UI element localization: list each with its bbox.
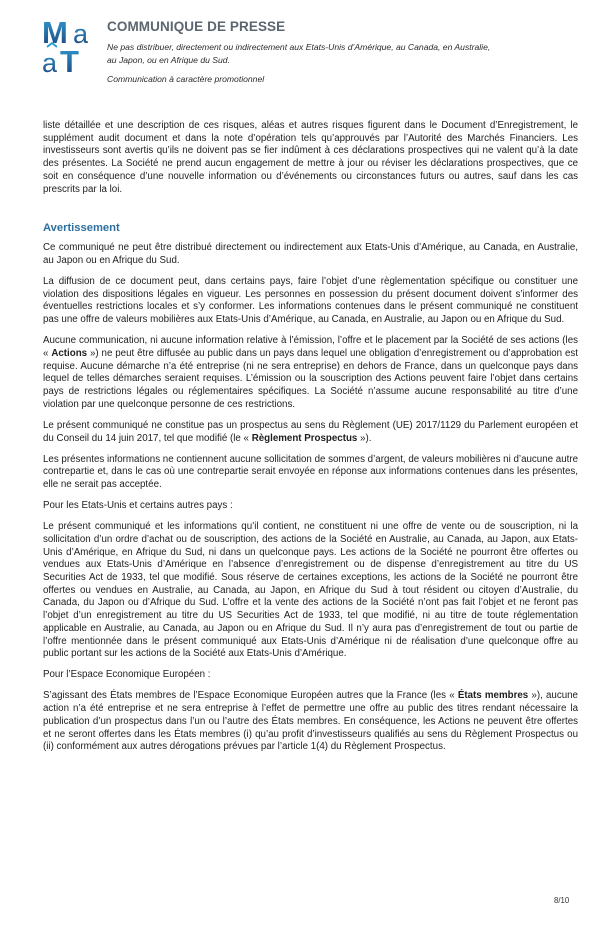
promotional-note: Communication à caractère promotionnel	[107, 74, 265, 84]
subheading-eee: Pour l’Espace Economique Européen :	[43, 669, 211, 681]
paragraph-distribution: Ce communiqué ne peut être distribué directement ou indirectement aux Etats-Unis d’Amérique, au Canada, en Australie, au Japon ou en Afrique du Sud.	[43, 242, 578, 266]
document-body	[43, 120, 578, 762]
text-segment: Le présent communiqué ne constitue pas un prospectus au sens du Règlement (UE) 2017/1129 du Parlement européen et du Conseil du 14 juin 2017, tel que modifié (le «	[43, 419, 578, 444]
press-release-title: COMMUNIQUE DE PRESSE	[107, 19, 286, 34]
defined-term-etats-membres: États membres	[457, 690, 529, 702]
text-segment: »).	[357, 432, 372, 444]
paragraph-communication	[43, 335, 578, 411]
restriction-line-2: au Japon, ou en Afrique du Sud.	[107, 55, 230, 65]
svg-text:T: T	[60, 44, 79, 76]
text-segment: S’agissant des États membres de l’Espace Economique Européen autres que la France (les «	[43, 690, 458, 702]
defined-term-reglement-prospectus: Règlement Prospectus	[251, 432, 358, 444]
svg-text:a: a	[73, 19, 89, 49]
company-logo	[40, 14, 100, 76]
section-title-avertissement: Avertissement	[43, 222, 120, 235]
paragraph-diffusion: La diffusion de ce document peut, dans certains pays, faire l’objet d’une règlementation spécifique ou constituer une violation des dispositions légales en vigueur. Les personnes en possession du présent document doivent s’informer des éventuelles restrictions locales et s’y conformer. Les informations contenues dans le présent communiqué ne constituent pas une offre de valeurs mobilières aux Etats-Unis d’Amérique, au Canada, en Australie, au Japon ou en Afrique du Sud.	[43, 276, 578, 326]
text-segment: »), aucune action n’a été entreprise et ne sera entreprise à l’effet de permettre une offre au public des titres rendant nécessaire la publication d’un prospectus dans l’un ou l’autre des États membres. En conséquence, les Actions ne peuvent être offertes et ne seront offertes dans les États membres (i) qu’au profit d’investisseurs qualifiés au sens du Règlement Prospectus ou (ii) conformément aux autres dérogations prévues par l’article 1(4) du Règlement Prospectus.	[43, 690, 578, 753]
paragraph-prospectus	[43, 420, 578, 445]
paragraph-eee	[43, 690, 578, 754]
distribution-restriction	[107, 41, 547, 67]
subheading-etats-unis: Pour les Etats-Unis et certains autres pays :	[43, 500, 233, 512]
svg-text:a: a	[42, 48, 58, 76]
intro-paragraph: liste détaillée et une description de ces risques, aléas et autres risques figurent dans le Document d’Enregistrement, le supplément audit document et dans la note d’opération tels qu’approuvés par l’Autorité des Marchés Financiers. Les investisseurs sont avertis qu’ils ne doivent pas se fier indûment à ces déclarations prospectives qui ne valent qu’à la date des présentes. La Société ne prend aucun engagement de mettre à jour ou réviser les déclarations prospectives, que ce soit en conséquence d’une nouvelle information ou d’événements ou circonstances futurs ou autres, sauf dans les cas prescrits par la loi.	[43, 120, 578, 195]
paragraph-sollicitation: Les présentes informations ne contiennent aucune sollicitation de sommes d’argent, de valeurs mobilières ni d’aucune autre contrepartie et, dans le cas où une contrepartie serait envoyée en réponse aux informations contenues dans les présentes, elle ne serait pas acceptée.	[43, 453, 578, 491]
text-segment: ») ne peut être diffusée au public dans un pays dans lequel une obligation d’enregistrement ou d’approbation est requise. Aucune démarche n’a été entreprise (ni ne sera entreprise) en dehors de France, dans un quelconque pays dans lequel de telles démarches seraient requises. L’émission ou la souscription des Actions peuvent faire l’objet dans certains pays de restrictions légales ou réglementaires spécifiques. La Société n’assume aucune responsabilité au titre d’une violation par une quelconque personne de ces restrictions.	[43, 347, 578, 410]
restriction-line-1: Ne pas distribuer, directement ou indirectement aux Etats-Unis d’Amérique, au Canada, en Australie,	[107, 42, 491, 52]
text-segment: Aucune communication, ni aucune information relative à l’émission, l’offre et le placement par la Société de ses actions (les «	[43, 335, 578, 359]
defined-term-actions: Actions	[51, 347, 88, 359]
page-number: 8/10	[554, 896, 570, 905]
svg-text:M: M	[42, 15, 68, 50]
paragraph-etats-unis: Le présent communiqué et les informations qu’il contient, ne constituent ni une offre de vente ou de souscription, ni la sollicitation d’un ordre d’achat ou de souscription, des actions de la Société en Australie, au Canada, au Japon, aux Etats-Unis d’Amérique, en Afrique du Sud, ni dans un quelconque pays. Les actions de la Société ne pourront être offertes ou vendues aux Etats-Unis d’Amérique en l’absence d’enregistrement ou de dispense d’enregistrement au titre du US Securities Act de 1933, tel que modifié. Sous réserve de certaines exceptions, les actions de la Société ne pourront être offertes ou vendues en Australie, au Canada, au Japon, en Afrique du Sud à tout résident ou citoyen d’Australie, du Canada, du Japon ou d’Afrique du Sud. L’offre et la vente des actions de la Société n’ont pas fait l’objet et ne feront pas l’objet d’un enregistrement au titre du US Securities Act de 1933, tel que modifié, ni au titre de toute réglementation applicable en Australie, au Canada, au Japon ou en Afrique du Sud. Il n’y aura pas d’enregistrement de tout ou partie de l’offre mentionnée dans le présent communiqué aux Etats-Unis d’Amérique ni de réalisation d’une quelconque offre au public portant sur les actions de la Société aux Etats-Unis d’Amérique.	[43, 521, 578, 660]
